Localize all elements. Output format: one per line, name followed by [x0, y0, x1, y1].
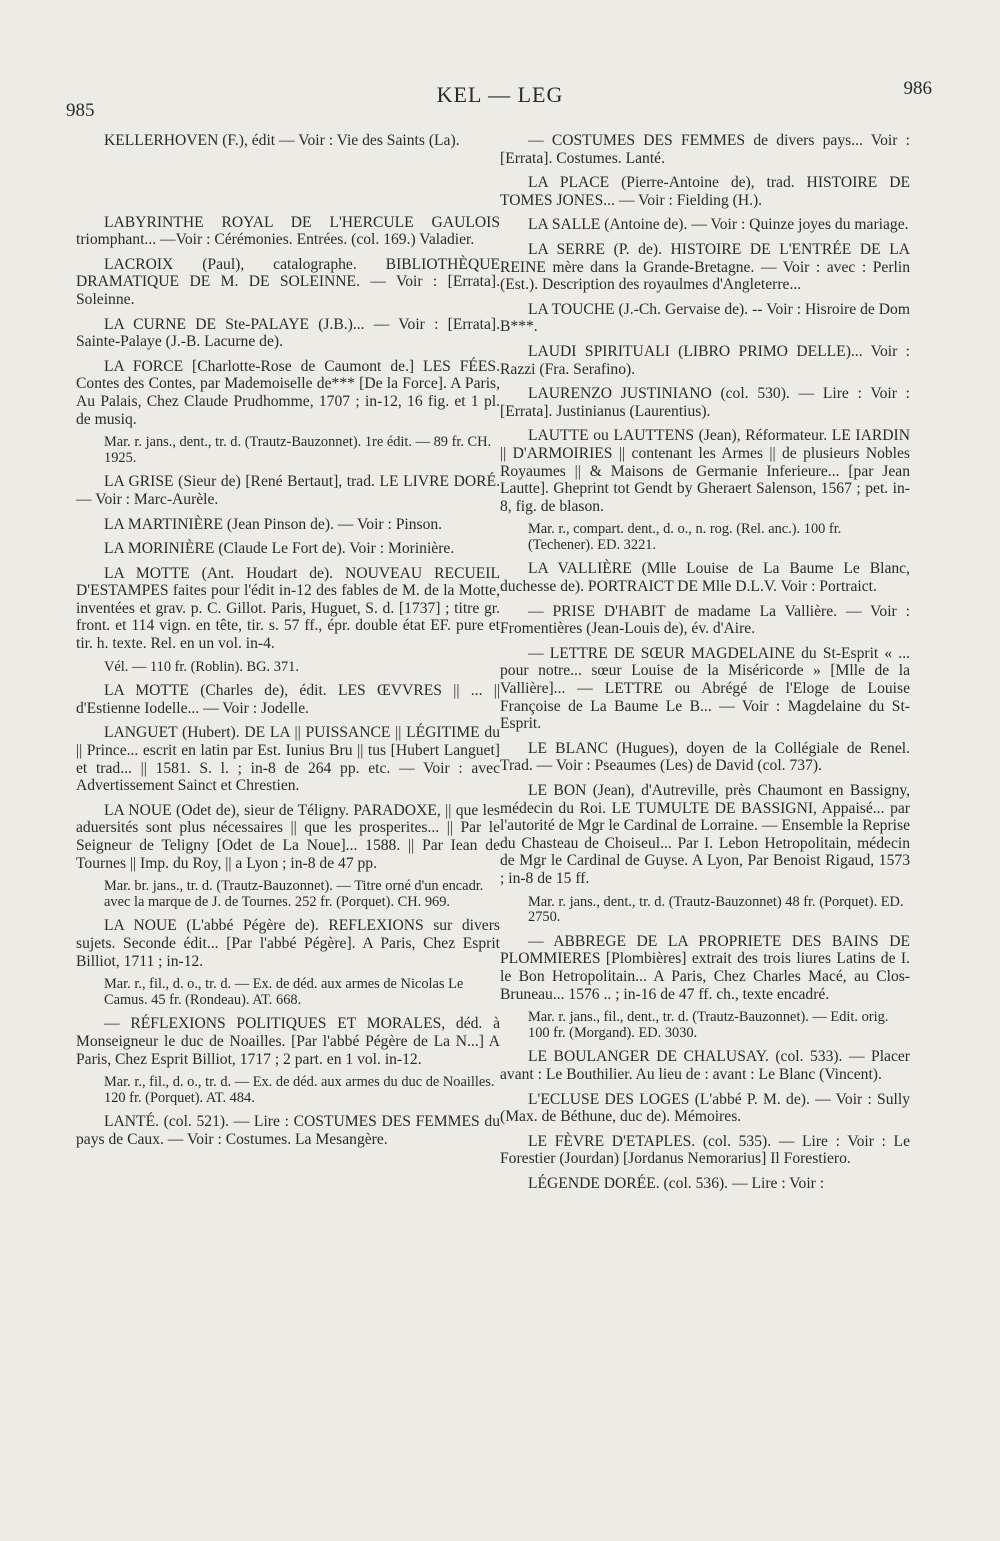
entry-lautte-binding: Mar. r., compart. dent., d. o., n. rog. (Rel. anc.). 100 fr. (Techener). ED. 3221. — [528, 521, 842, 553]
left-column — [76, 132, 500, 1156]
entry-la-place: LA PLACE (Pierre-Antoine de), trad. HISTOIRE DE TOMES JONES... — Voir : Fielding (H.). — [500, 174, 910, 209]
entry-languet: LANGUET (Hubert). DE LA || PUISSANCE || LÉGITIME du || Prince... escrit en latin par Est. Iunius Bru || tus [Hubert Languet] et trad... || 1581. S. l. ; in-8 de 264 pp. etc. — Voir : avec Advertissement Sainct et Chrestien. — [76, 724, 500, 795]
entry-laudi-spirituali: LAUDI SPIRITUALI (LIBRO PRIMO DELLE)... Voir : Razzi (Fra. Serafino). — [500, 342, 910, 378]
entry-la-grise: LA GRISE (Sieur de) [René Bertaut], trad. LE LIVRE DORÉ. — Voir : Marc-Aurèle. — [76, 473, 500, 508]
entry-la-noue-odet: LA NOUE (Odet de), sieur de Téligny. PARADOXE, || que les aduersités sont plus nécessaires || que les prosperites... || Par le Seigneur de Teligny [Odet de La Noue]... 1588. || Par Iean de Tournes || Imp. du Roy, || a Lyon ; in-8 de 47 pp. — [76, 801, 500, 872]
entry-la-force: LA FORCE [Charlotte-Rose de Caumont de.] LES FÉES. Contes des Contes, par Mademoiselle de*** [De la Force]. A Paris, Au Palais, Chez Claude Prudhomme, 1707 ; in-12, 16 fig. et 1 pl. de musiq. — [76, 357, 500, 428]
entry-la-motte-charles: LA MOTTE (Charles de), édit. LES ŒVVRES || ... || d'Estienne Iodelle... — Voir : Jodelle. — [76, 682, 500, 717]
column-number-right: 986 — [903, 78, 932, 99]
entry-lettre-soeur: — LETTRE DE SŒUR MAGDELAINE du St-Esprit « ... pour notre... sœur Louise de la Miséricorde » [Mlle de la Vallière]... — LETTRE ou Abrégé de l'Eloge de Louise Françoise de La Baume Le B... — Voir : Magdelaine du St-Esprit. — [500, 644, 910, 733]
entry-reflexions-politiques-binding: Mar. r., fil., d. o., tr. d. — Ex. de déd. aux armes du duc de Noailles. 120 fr. (Porquet). AT. 484. — [104, 1074, 495, 1106]
entry-lautte: LAUTTE ou LAUTTENS (Jean), Réformateur. LE IARDIN || D'ARMOIRIES || contenant les Armes || de plusieurs Nobles Royaumes || & Maisons de Germanie Inferieure... [par Jean Lautte]. Gheprint tot Gendt by Gheraert Salenson, 1567 ; pet. in-8, fig. de blason. — [500, 427, 910, 515]
entry-reflexions-politiques: — RÉFLEXIONS POLITIQUES ET MORALES, déd. à Monseigneur le duc de Noailles. [Par l'abbé Pégère de La N...] A Paris, Chez Esprit Billiot, 1717 ; 2 part. en 1 vol. in-12. — [76, 1015, 500, 1068]
running-title: KEL — LEG — [436, 82, 564, 107]
entry-la-noue-odet-binding: Mar. br. jans., tr. d. (Trautz-Bauzonnet). — Titre orné d'un encadr. avec la marque de J. de Tournes. 252 fr. (Porquet). CH. 969. — [104, 878, 484, 910]
entry-la-noue-abbe-binding: Mar. r., fil., d. o., tr. d. — Ex. de déd. aux armes de Nicolas Le Camus. 45 fr. (Rondeau). AT. 668. — [104, 976, 464, 1008]
entry-lacroix: LACROIX (Paul), catalographe. BIBLIOTHÈQUE DRAMATIQUE DE M. DE SOLEINNE. — Voir : [Errata]. Soleinne. — [76, 255, 500, 308]
entry-costumes-femmes: — COSTUMES DES FEMMES de divers pays... Voir : [Errata]. Costumes. Lanté. — [500, 132, 910, 167]
entry-labyrinthe: LABYRINTHE ROYAL DE L'HERCULE GAULOIS triomphant... —Voir : Cérémonies. Entrées. (col. 169.) Valadier. — [76, 213, 500, 249]
entry-le-blanc: LE BLANC (Hugues), doyen de la Collégiale de Renel. Trad. — Voir : Pseaumes (Les) de David (col. 737). — [500, 739, 910, 775]
entry-le-bon: LE BON (Jean), d'Autreville, près Chaumont en Bassigny, médecin du Roi. LE TUMULTE DE BASSIGNI, Appaisé... par l'autorité de Mgr le Cardinal de Lorraine. — Ensemble la Reprise du Chasteau de Choiseul... Par I. Lebon Hetropolitain, médecin de Mgr le Cardinal de Guyse. A Lyon, Par Benoist Rigaud, 1573 ; in-8 de 15 ff. — [500, 782, 910, 887]
entry-la-motte-ant-binding: Vél. — 110 fr. (Roblin). BG. 371. — [104, 658, 299, 675]
entry-la-curne: LA CURNE DE Ste-PALAYE (J.B.)... — Voir : [Errata]. Sainte-Palaye (J.-B. Lacurne de). — [76, 315, 500, 351]
entry-la-noue-abbe: LA NOUE (L'abbé Pégère de). REFLEXIONS sur divers sujets. Seconde édit... [Par l'abbé Pégère]. A Paris, Chez Esprit Billiot, 1711 ; in-12. — [76, 917, 500, 970]
entry-laurenzo: LAURENZO JUSTINIANO (col. 530). — Lire : Voir : [Errata]. Justinianus (Laurentius). — [500, 385, 910, 420]
entry-le-fevre: LE FÈVRE D'ETAPLES. (col. 535). — Lire : Voir : Le Forestier (Jourdan) [Jordanus Nemorarius] Il Forestiero. — [500, 1132, 910, 1168]
entry-la-salle: LA SALLE (Antoine de). — Voir : Quinze joyes du mariage. — [528, 216, 909, 234]
entry-le-boulanger: LE BOULANGER DE CHALUSAY. (col. 533). — Placer avant : Le Bouthilier. Au lieu de : avant : Le Blanc (Vincent). — [500, 1048, 910, 1083]
entry-abbrege-bains: — ABBREGE DE LA PROPRIETE DES BAINS DE PLOMMIERES [Plombières] extrait des trois liures Latins de I. le Bon Hetropolitain... A Paris, Chez Charles Macé, au Clos-Bruneau... 1576 .. ; in-16 de 47 ff. ch., texte encadré. — [500, 932, 910, 1003]
entry-la-force-binding: Mar. r. jans., dent., tr. d. (Trautz-Bauzonnet). 1re édit. — 89 fr. CH. 1925. — [104, 434, 492, 466]
entry-lante: LANTÉ. (col. 521). — Lire : COSTUMES DES FEMMES du pays de Caux. — Voir : Costumes. La Mesangère. — [76, 1113, 500, 1148]
page-header — [0, 78, 1000, 121]
entry-kellerhoven: KELLERHOVEN (F.), édit — Voir : Vie des Saints (La). — [104, 132, 460, 149]
entry-la-martiniere: LA MARTINIÈRE (Jean Pinson de). — Voir : Pinson. — [104, 515, 443, 533]
column-number-left: 985 — [66, 100, 95, 121]
entry-la-moriniere: LA MORINIÈRE (Claude Le Fort de). Voir : Morinière. — [104, 540, 455, 558]
entry-la-serre: LA SERRE (P. de). HISTOIRE DE L'ENTRÉE DE LA REINE mère dans la Grande-Bretagne. — Voir : avec : Perlin (Est.). Description des royaulmes d'Angleterre... — [500, 240, 910, 294]
entry-la-motte-ant: LA MOTTE (Ant. Houdart de). NOUVEAU RECUEIL D'ESTAMPES faites pour l'édit in-12 des fables de M. de la Motte, inventées et grav. p. C. Gillot. Paris, Huguet, S. d. [1737] ; titre gr. front. et 114 vign. en tête, tir. s. 57 ff., épr. double état EF. pure et tir. h. texte. Rel. en un vol. in-4. — [76, 564, 500, 653]
entry-prise-habit: — PRISE D'HABIT de madame La Vallière. — Voir : Fromentières (Jean-Louis de), év. d'Aire. — [500, 602, 910, 638]
entry-abbrege-bains-binding: Mar. r. jans., fil., dent., tr. d. (Trautz-Bauzonnet). — Edit. orig. 100 fr. (Morgand). ED. 3030. — [528, 1009, 889, 1041]
entry-legende-doree: LÉGENDE DORÉE. (col. 536). — Lire : Voir : — [528, 1174, 825, 1192]
right-column — [500, 132, 910, 1199]
entry-lecluse: L'ECLUSE DES LOGES (L'abbé P. M. de). — Voir : Sully (Max. de Béthune, duc de). Mémoires. — [500, 1090, 910, 1126]
entry-le-bon-binding: Mar. r. jans., dent., tr. d. (Trautz-Bauzonnet) 48 fr. (Porquet). ED. 2750. — [528, 893, 904, 926]
entry-la-touche: LA TOUCHE (J.-Ch. Gervaise de). -- Voir : Hisroire de Dom B***. — [500, 300, 910, 336]
entry-la-valliere: LA VALLIÈRE (Mlle Louise de La Baume Le Blanc, duchesse de). PORTRAICT DE Mlle D.L.V. Voir : Portraict. — [500, 560, 910, 596]
